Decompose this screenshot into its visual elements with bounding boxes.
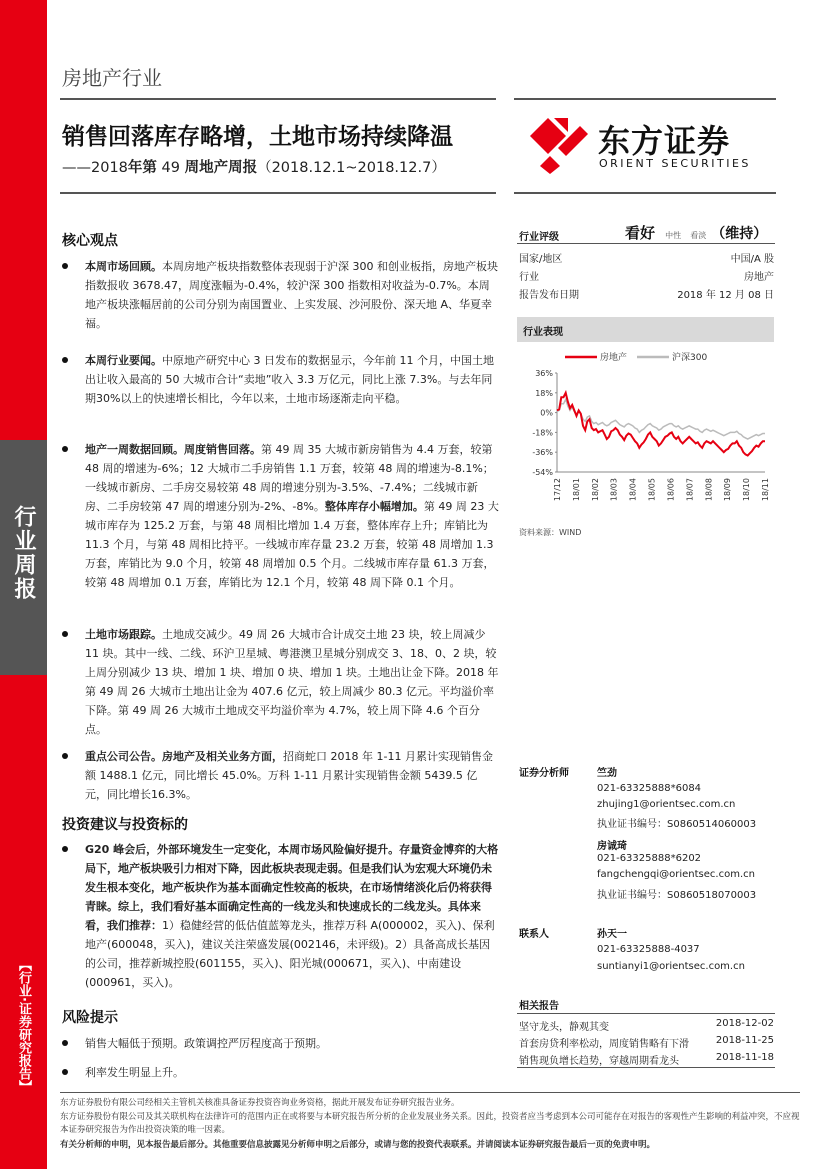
industry-value: 房地产: [744, 272, 774, 283]
rating-label: 行业评级: [519, 232, 559, 243]
logo-mark-icon: [528, 114, 592, 174]
related-rule: [517, 1013, 775, 1014]
analyst-label: 证券分析师: [519, 768, 569, 779]
header-rule: [60, 98, 496, 100]
core-heading: 核心观点: [62, 233, 118, 249]
analyst2-cert: 执业证书编号：S0860518070003: [597, 890, 757, 901]
related-date: 2018-11-25: [715, 1035, 774, 1046]
y-tick-label: -18%: [532, 428, 553, 438]
legend-label-fdc: 房地产: [600, 353, 628, 363]
analyst1-name: 竺劲: [597, 768, 617, 779]
page-title: 销售回落库存略增，土地市场持续降温: [62, 124, 453, 150]
analyst2-phone: 021-63325888*6202: [597, 853, 702, 864]
date-value: 2018 年 12 月 08 日: [677, 290, 774, 301]
land-market-paragraph: 土地市场跟踪。土地成交减少。49 周 26 大城市合计成交土地 23 块，较上周减少 11 块。其中一线、二线、环沪卫星城、粤港澳卫星城分别成交 3、18、0、2 块，较上周分别减少 13 块、增加 1 块、增加 0 块、增加 1 块。土地出让金下降。2018 年第 49 周 26 大城市土地出让金为 407.6 亿元，较上周减少 80.3 亿元。平均溢价率下降。第 49 周 26 大城市土地成交平均溢价率为 4.7%，较上周下降 4.6 个百分点。: [85, 628, 499, 736]
x-tick-label: 18/09: [723, 478, 733, 502]
date-key: 报告发布日期: [519, 290, 579, 301]
analyst2-name: 房诚琦: [597, 841, 627, 852]
industry-label: 房地产行业: [62, 66, 162, 90]
related-title[interactable]: 坚守龙头，静观其变: [519, 1022, 609, 1033]
y-tick-label: 18%: [535, 388, 553, 398]
x-tick-label: 18/06: [666, 478, 676, 502]
bullet-icon: [62, 1069, 68, 1075]
sidebar-report-category: 【行业·证券研究报告】: [16, 958, 31, 1093]
rating-value: 看好: [625, 224, 656, 242]
y-tick-label: -36%: [532, 448, 553, 458]
perf-heading: 行业表现: [523, 327, 563, 338]
bullet-icon: [62, 846, 68, 852]
x-tick-label: 18/04: [628, 478, 638, 502]
x-tick-label: 18/02: [590, 478, 600, 502]
weekly-data-paragraph: 地产一周数据回顾。周度销售回落。第 49 周 35 大城市新房销售为 4.4 万套，较第 48 周的增速为-6%；12 大城市二手房销售 1.1 万套，较第 48 周的增速为-8.1%；一线城市新房、二手房交易较第 48 周的增速分别为-3.5%、-7.4%；二线城市新房、二手房较第 47 周的增速分别为-2%、-8%。整体库存小幅增加。第 49 周 23 大城市库存为 125.2 万套，与第 48 周相比增加 1.4 万套，整体库存上升；库销比为 11.3 个月，与第 48 周相比持平。一线城市库存量 23.2 万套，较第 48 周增加 1.3 万套，库销比为 9.0 个月，较第 48 周增加 0.5 个月。二线城市库存量 61.3 万套，较第 48 周增加 0.1 万套，库销比为 12.1 个月，较第 48 周下降 0.1 个月。: [85, 443, 499, 589]
related-heading: 相关报告: [519, 1001, 559, 1012]
rating-values: [625, 222, 775, 244]
logo-name-cn: 东方证券: [598, 122, 731, 160]
bullet-icon: [62, 263, 68, 269]
risk-heading: 风险提示: [62, 1010, 118, 1026]
y-tick-label: -54%: [532, 468, 553, 477]
company-logo: [528, 114, 768, 176]
invest-paragraph: G20 峰会后，外部环境发生一定变化，本周市场风险偏好提升。存量资金博弈的大格局下，地产板块吸引力相对下降，因此板块表现走弱。但是我们认为宏观大环境仍未发生根本变化，地产板块作为基本面确定性较高的板块，在市场情绪淡化后仍将获得青睐。综上，我们看好基本面确定性高的一线龙头和快速成长的二线龙头。具体来看，我们推荐：1）稳健经营的低估值蓝筹龙头，推荐万科 A(000002，买入)、保利地产(600048，买入)，建议关注荣盛发展(002146，未评级)。2）具备高成长基因的公司，推荐新城控股(601155，买入)、阳光城(000671，买入)、中南建设(000961，买入)。: [85, 843, 499, 989]
header-rule-right: [514, 98, 776, 100]
sidebar-report-type: 行业周报: [11, 505, 36, 601]
industry-news-paragraph: 本周行业要闻。中原地产研究中心 3 日发布的数据显示，今年前 11 个月，中国土地出让收入最高的 50 大城市合计“卖地”收入 3.3 万亿元，同比上涨 7.3%。与去年同期30%以上的快速增长相比，今年以来，土地市场逐渐走向平稳。: [85, 354, 494, 405]
related-title[interactable]: 首套房贷利率松动，周度销售略有下滑: [519, 1039, 689, 1050]
region-value: 中国/A 股: [730, 254, 774, 265]
contact-label: 联系人: [519, 929, 549, 940]
perf-bar: [517, 317, 774, 342]
analyst2-email[interactable]: fangchengqi@orientsec.com.cn: [597, 869, 755, 880]
contact-email[interactable]: suntianyi1@orientsec.com.cn: [597, 961, 745, 972]
industry-key: 行业: [519, 272, 539, 283]
contact-phone: 021-63325888-4037: [597, 944, 700, 955]
bullet-icon: [62, 446, 68, 452]
y-tick-label: 0%: [540, 408, 553, 418]
invest-heading: 投资建议与投资标的: [62, 817, 188, 833]
footer-disclaimer-2: 东方证券股份有限公司及其关联机构在法律许可的范围内正在或将要与本研究报告所分析的企业发展业务关系。因此，投资者应当考虑到本公司可能存在对报告的客观性产生影响的利益冲突，不应视本证券研究报告为作出投资决策的唯一因素。: [60, 1112, 800, 1135]
x-tick-label: 18/05: [647, 478, 657, 502]
related-date: 2018-12-02: [715, 1018, 774, 1029]
analyst1-cert: 执业证书编号：S0860514060003: [597, 819, 757, 830]
y-tick-label: 36%: [535, 369, 553, 378]
footer-disclaimer-3: 有关分析师的申明，见本报告最后部分。其他重要信息披露见分析师申明之后部分，或请与您的投资代表联系。并请阅读本证券研究报告最后一页的免责申明。: [60, 1140, 656, 1150]
bullet-icon: [62, 631, 68, 637]
related-date: 2018-11-18: [715, 1052, 774, 1063]
x-tick-label: 18/10: [742, 478, 752, 502]
related-title[interactable]: 销售现负增长趋势，穿越周期看龙头: [519, 1056, 679, 1067]
rating-rule: [517, 243, 775, 244]
title-rule-right: [514, 192, 776, 194]
bullet-icon: [62, 1040, 68, 1046]
rating-keep: （维持）: [711, 226, 768, 242]
analyst1-phone: 021-63325888*6084: [597, 783, 702, 794]
contact-name: 孙天一: [597, 929, 627, 940]
footer-rule: [60, 1092, 800, 1093]
x-tick-label: 18/07: [685, 478, 695, 502]
page-subtitle: ——2018年第 49 周地产周报（2018.12.1~2018.12.7）: [62, 160, 446, 176]
rating-neutral: 中性: [665, 231, 682, 240]
rating-bearish: 看淡: [690, 231, 707, 240]
risk-item: 利率发生明显上升。: [85, 1066, 184, 1079]
perf-chart: [515, 345, 777, 515]
analyst1-email[interactable]: zhujing1@orientsec.com.cn: [597, 799, 736, 810]
risk-item: 销售大幅低于预期。政策调控严厉程度高于预期。: [85, 1037, 327, 1050]
company-announcement-paragraph: 重点公司公告。房地产及相关业务方面，招商蛇口 2018 年 1-11 月累计实现销售金额 1488.1 亿元，同比增长 45.0%。万科 1-11 月累计实现销售金额 5439.5 亿元，同比增长16.3%。: [85, 750, 493, 801]
x-tick-label: 18/11: [761, 478, 770, 502]
market-review-paragraph: 本周市场回顾。本周房地产板块指数整体表现弱于沪深 300 和创业板指，房地产板块指数报收 3678.47，周度涨幅为-0.4%，较沪深 300 指数相对收益为-0.7%。本周地产板块涨幅居前的公司分别为南国置业、上实发展、沙河股份、深天地 A、华夏幸福。: [85, 260, 498, 330]
related-bottom-rule: [517, 1067, 775, 1068]
x-tick-label: 18/08: [704, 478, 714, 502]
bullet-icon: [62, 357, 68, 363]
bullet-icon: [62, 753, 68, 759]
logo-name-en: ORIENT SECURITIES: [599, 157, 751, 170]
x-tick-label: 17/12: [553, 478, 562, 502]
region-key: 国家/地区: [519, 254, 563, 265]
series-line-fdc: [557, 393, 765, 456]
legend-label-hs300: 沪深300: [672, 353, 708, 363]
footer-disclaimer-1: 东方证券股份有限公司经相关主管机关核准具备证券投资咨询业务资格，据此开展发布证券研究报告业务。: [60, 1098, 460, 1108]
chart-source: 资料来源：WIND: [519, 528, 582, 537]
title-rule: [60, 192, 496, 194]
x-tick-label: 18/03: [609, 478, 619, 502]
x-tick-label: 18/01: [571, 478, 581, 502]
